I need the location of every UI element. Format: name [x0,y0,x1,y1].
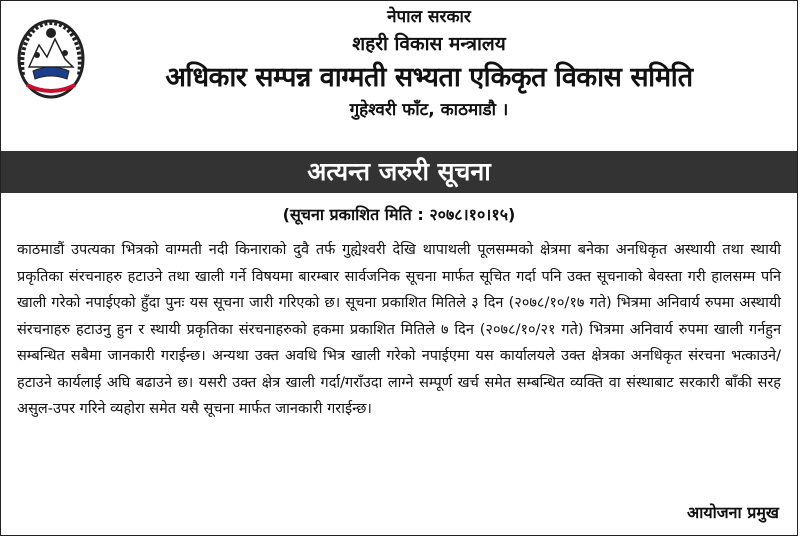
notice-body: काठमाडौं उपत्यका भित्रको वाग्मती नदी किनाराको दुवै तर्फ गुह्येश्वरी देखि थापाथली पूलसम्मको क्षेत्रमा बनेका अनधिकृत अस्थायी तथा स्थायी प्रकृतिका संरचनाहरु हटाउने तथा खाली गर्ने विषयमा बारम्बार सार्वजनिक सूचना मार्फत सूचित गर्दा पनि उक्त सूचनाको बेवस्ता गरी हालसम्म पनि खाली गरेको नपाईएको हुँदा पुनः यस सूचना जारी गरिएको छ। सूचना प्रकाशित मितिले ३ दिन (२०७८/१०/१७ गते) भित्रमा अनिवार्य रुपमा अस्थायी संरचनाहरु हटाउनु हुन र स्थायी प्रकृतिका संरचनाहरुको हकमा प्रकाशित मितिले ७ दिन (२०७८/१०/२१ गते) भित्रमा अनिवार्य रुपमा खाली गर्नहुन सम्बन्धित सबैमा जानकारी गराईन्छ। अन्यथा उक्त अवधि भित्र खाली गरेको नपाईएमा यस कार्यालयले उक्त क्षेत्रका अनधिकृत संरचना भत्काउने/हटाउने कार्यलाई अघि बढाउने छ। यसरी उक्त क्षेत्र खाली गर्दा/गराँउदा लाग्ने सम्पूर्ण खर्च समेत सम्बन्धित व्यक्ति वा संस्थाबाट सरकारी बाँकी सरह असुल-उपर गरिने व्यहोरा समेत यसै सूचना मार्फत जानकारी गराईन्छ। [17,242,781,417]
office-address: गुहेश्वरी फाँट, काठमाडौ । [349,100,509,120]
letterhead [1,5,797,123]
signatory-title: आयोजना प्रमुख [686,503,779,522]
committee-name: अधिकार सम्पन्न वाग्मती सभ्यता एकिकृत विकास समिति [165,62,693,93]
publication-date: (सूचना प्रकाशित मिति : २०७८।१०।१५) [282,205,516,224]
ministry-name: शहरी विकास मन्त्रालय [352,33,506,55]
government-name: नेपाल सरकार [387,7,471,27]
notice-title-banner: अत्यन्त जरुरी सूचना [1,151,797,193]
